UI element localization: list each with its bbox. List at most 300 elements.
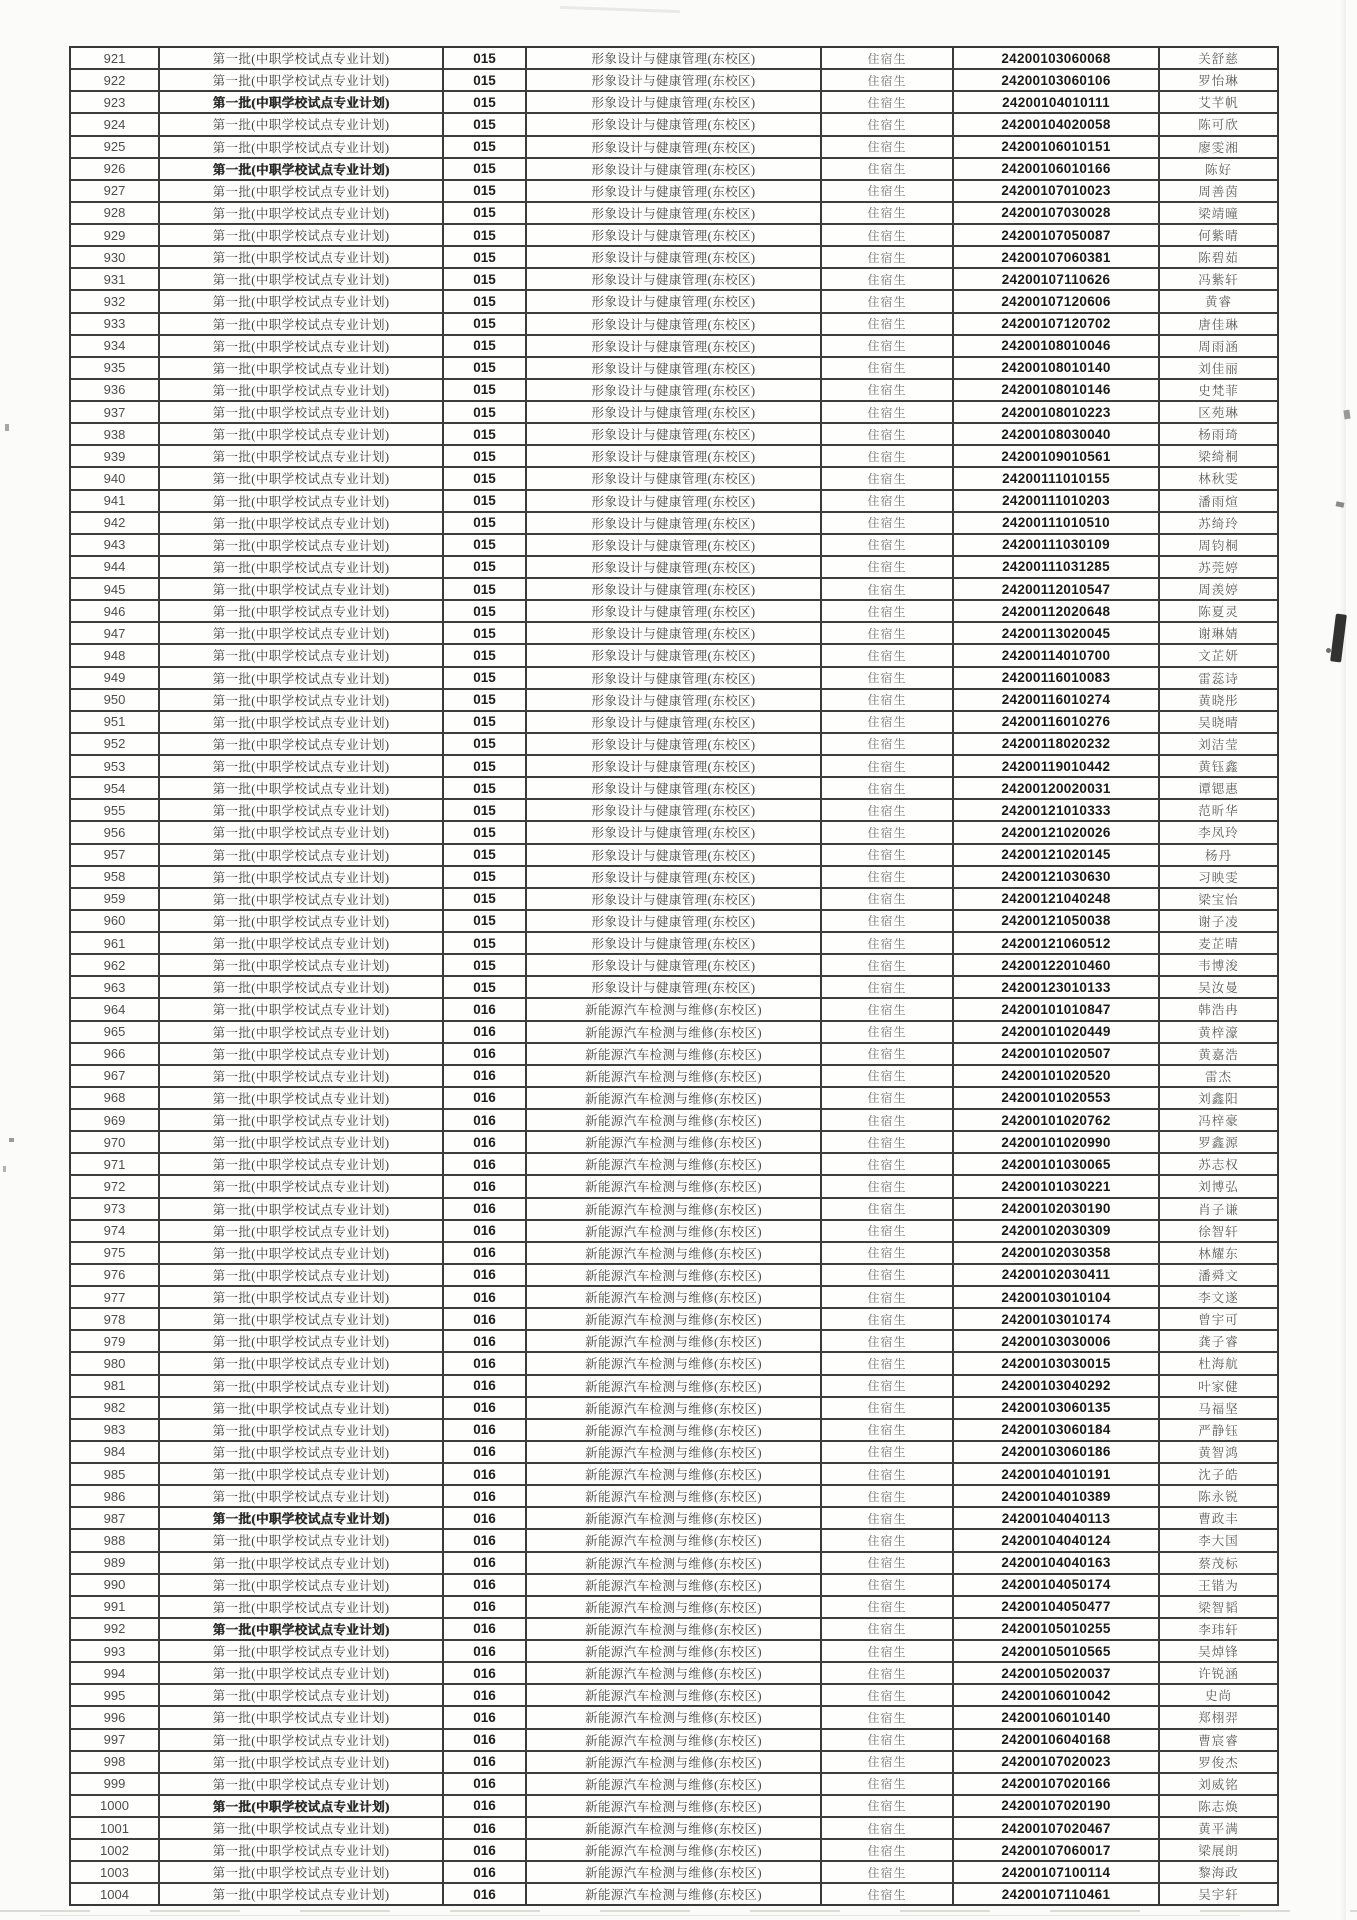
residence-cell: 住宿生 [822, 734, 954, 754]
table-row [71, 1528, 1277, 1550]
table-row [71, 135, 1277, 157]
exam-no-cell: 24200108010223 [954, 402, 1160, 422]
name-cell: 史尚 [1204, 1689, 1232, 1704]
seq-cell: 984 [71, 1442, 160, 1462]
table-row [71, 422, 1277, 444]
exam-no-cell: 24200101020762 [954, 1110, 1160, 1130]
name-cell: 许锐涵 [1198, 1667, 1239, 1682]
name-cell: 冯梓豪 [1198, 1114, 1239, 1129]
exam-no-cell: 24200104040113 [954, 1508, 1160, 1528]
program-cell: 形象设计与健康管理(东校区) [527, 137, 822, 157]
name-cell: 梁宝怡 [1198, 892, 1239, 907]
seq-cell: 976 [71, 1265, 160, 1285]
seq-cell: 951 [71, 712, 160, 732]
seq-cell: 981 [71, 1376, 160, 1396]
exam-no-cell: 24200103060186 [954, 1442, 1160, 1462]
name-cell: 刘威铭 [1198, 1777, 1239, 1792]
program-cell: 新能源汽车检测与维修(东校区) [527, 1707, 822, 1727]
exam-no-cell: 24200108010046 [954, 336, 1160, 356]
code-cell: 015 [444, 579, 527, 599]
code-cell: 016 [444, 1132, 527, 1152]
program-cell: 新能源汽车检测与维修(东校区) [527, 1641, 822, 1661]
residence-cell: 住宿生 [822, 1597, 954, 1617]
residence-cell: 住宿生 [822, 1022, 954, 1042]
name-cell: 龚子睿 [1198, 1335, 1239, 1350]
name-cell: 文芷妍 [1198, 649, 1239, 664]
residence-cell: 住宿生 [822, 778, 954, 798]
residence-cell: 住宿生 [822, 468, 954, 488]
batch-cell: 第一批(中职学校试点专业计划) [160, 1575, 444, 1595]
table-row [71, 953, 1277, 975]
table-row [71, 1595, 1277, 1617]
exam-no-cell: 24200114010700 [954, 645, 1160, 665]
seq-cell: 926 [71, 159, 160, 179]
batch-cell: 第一批(中职学校试点专业计划) [160, 203, 444, 223]
batch-cell: 第一批(中职学校试点专业计划) [160, 1132, 444, 1152]
table-row [71, 997, 1277, 1019]
table-row [71, 1683, 1277, 1705]
residence-cell: 住宿生 [822, 114, 954, 134]
batch-cell: 第一批(中职学校试点专业计划) [160, 446, 444, 466]
program-cell: 新能源汽车检测与维修(东校区) [527, 1884, 822, 1904]
name-cell: 周雨涵 [1198, 339, 1239, 354]
exam-no-cell: 24200121030630 [954, 867, 1160, 887]
code-cell: 015 [444, 137, 527, 157]
code-cell: 015 [444, 358, 527, 378]
seq-cell: 922 [71, 70, 160, 90]
program-cell: 形象设计与健康管理(东校区) [527, 159, 822, 179]
admission-table [69, 46, 1279, 1906]
batch-cell: 第一批(中职学校试点专业计划) [160, 181, 444, 201]
table-row [71, 1020, 1277, 1042]
table-row [71, 820, 1277, 842]
exam-no-cell: 24200107030028 [954, 203, 1160, 223]
exam-no-cell: 24200106010166 [954, 159, 1160, 179]
code-cell: 016 [444, 1597, 527, 1617]
code-cell: 015 [444, 402, 527, 422]
program-cell: 形象设计与健康管理(东校区) [527, 114, 822, 134]
code-cell: 015 [444, 181, 527, 201]
seq-cell: 942 [71, 513, 160, 533]
code-cell: 015 [444, 247, 527, 267]
exam-no-cell: 24200111010510 [954, 513, 1160, 533]
batch-cell: 第一批(中职学校试点专业计划) [160, 336, 444, 356]
program-cell: 新能源汽车检测与维修(东校区) [527, 1442, 822, 1462]
program-cell: 形象设计与健康管理(东校区) [527, 468, 822, 488]
name-cell: 韩浩冉 [1198, 1003, 1239, 1018]
seq-cell: 936 [71, 380, 160, 400]
batch-cell: 第一批(中职学校试点专业计划) [160, 1641, 444, 1661]
batch-cell: 第一批(中职学校试点专业计划) [160, 247, 444, 267]
batch-cell: 第一批(中职学校试点专业计划) [160, 557, 444, 577]
program-cell: 形象设计与健康管理(东校区) [527, 756, 822, 776]
table-row [71, 201, 1277, 223]
residence-cell: 住宿生 [822, 1066, 954, 1086]
seq-cell: 948 [71, 645, 160, 665]
seq-cell: 946 [71, 601, 160, 621]
seq-cell: 947 [71, 623, 160, 643]
residence-cell: 住宿生 [822, 1132, 954, 1152]
program-cell: 新能源汽车检测与维修(东校区) [527, 1221, 822, 1241]
table-row [71, 179, 1277, 201]
program-cell: 新能源汽车检测与维修(东校区) [527, 1420, 822, 1440]
exam-no-cell: 24200112010547 [954, 579, 1160, 599]
residence-cell: 住宿生 [822, 291, 954, 311]
name-cell: 范昕华 [1198, 804, 1239, 819]
exam-no-cell: 24200104050174 [954, 1575, 1160, 1595]
exam-no-cell: 24200120020031 [954, 778, 1160, 798]
batch-cell: 第一批(中职学校试点专业计划) [160, 756, 444, 776]
exam-no-cell: 24200103060106 [954, 70, 1160, 90]
code-cell: 015 [444, 70, 527, 90]
batch-cell: 第一批(中职学校试点专业计划) [160, 1663, 444, 1683]
code-cell: 016 [444, 1066, 527, 1086]
seq-cell: 939 [71, 446, 160, 466]
batch-cell: 第一批(中职学校试点专业计划) [160, 1022, 444, 1042]
program-cell: 新能源汽车检测与维修(东校区) [527, 1840, 822, 1860]
exam-no-cell: 24200106040168 [954, 1730, 1160, 1750]
program-cell: 新能源汽车检测与维修(东校区) [527, 1530, 822, 1550]
name-cell: 曹宸睿 [1198, 1733, 1239, 1748]
residence-cell: 住宿生 [822, 1243, 954, 1263]
code-cell: 015 [444, 977, 527, 997]
program-cell: 形象设计与健康管理(东校区) [527, 424, 822, 444]
program-cell: 形象设计与健康管理(东校区) [527, 446, 822, 466]
program-cell: 新能源汽车检测与维修(东校区) [527, 1398, 822, 1418]
code-cell: 015 [444, 845, 527, 865]
batch-cell: 第一批(中职学校试点专业计划) [160, 1110, 444, 1130]
exam-no-cell: 24200107110626 [954, 269, 1160, 289]
name-cell: 韦博浚 [1198, 959, 1239, 974]
batch-cell: 第一批(中职学校试点专业计划) [160, 1265, 444, 1285]
batch-cell: 第一批(中职学校试点专业计划) [160, 668, 444, 688]
seq-cell: 963 [71, 977, 160, 997]
residence-cell: 住宿生 [822, 203, 954, 223]
seq-cell: 1003 [71, 1862, 160, 1882]
exam-no-cell: 24200103060135 [954, 1398, 1160, 1418]
exam-no-cell: 24200107050087 [954, 225, 1160, 245]
name-cell: 黄平满 [1198, 1822, 1239, 1837]
name-cell: 吴晓晴 [1198, 715, 1239, 730]
code-cell: 016 [444, 1796, 527, 1816]
code-cell: 016 [444, 1088, 527, 1108]
code-cell: 016 [444, 1022, 527, 1042]
seq-cell: 957 [71, 845, 160, 865]
table-row [71, 1750, 1277, 1772]
batch-cell: 第一批(中职学校试点专业计划) [160, 867, 444, 887]
exam-no-cell: 24200102030190 [954, 1199, 1160, 1219]
code-cell: 015 [444, 712, 527, 732]
code-cell: 015 [444, 623, 527, 643]
name-cell: 周钧桐 [1198, 538, 1239, 553]
code-cell: 015 [444, 380, 527, 400]
name-cell: 潘舜文 [1198, 1268, 1239, 1283]
seq-cell: 950 [71, 690, 160, 710]
residence-cell: 住宿生 [822, 712, 954, 732]
seq-cell: 968 [71, 1088, 160, 1108]
residence-cell: 住宿生 [822, 491, 954, 511]
seq-cell: 954 [71, 778, 160, 798]
residence-cell: 住宿生 [822, 1862, 954, 1882]
name-cell: 黄钰鑫 [1198, 760, 1239, 775]
name-cell: 梁绮桐 [1198, 450, 1239, 465]
program-cell: 形象设计与健康管理(东校区) [527, 690, 822, 710]
name-cell: 叶家健 [1198, 1379, 1239, 1394]
seq-cell: 972 [71, 1176, 160, 1196]
batch-cell: 第一批(中职学校试点专业计划) [160, 1309, 444, 1329]
batch-cell: 第一批(中职学校试点专业计划) [160, 889, 444, 909]
program-cell: 新能源汽车检测与维修(东校区) [527, 1774, 822, 1794]
seq-cell: 991 [71, 1597, 160, 1617]
code-cell: 016 [444, 1376, 527, 1396]
name-cell: 雷蕊诗 [1198, 671, 1239, 686]
scan-artifact [5, 424, 9, 431]
code-cell: 016 [444, 1154, 527, 1174]
seq-cell: 953 [71, 756, 160, 776]
code-cell: 015 [444, 734, 527, 754]
program-cell: 新能源汽车检测与维修(东校区) [527, 1176, 822, 1196]
table-row [71, 1174, 1277, 1196]
residence-cell: 住宿生 [822, 1818, 954, 1838]
program-cell: 新能源汽车检测与维修(东校区) [527, 1663, 822, 1683]
name-cell: 黎海政 [1198, 1866, 1239, 1881]
residence-cell: 住宿生 [822, 690, 954, 710]
name-cell: 刘博弘 [1198, 1180, 1239, 1195]
seq-cell: 994 [71, 1663, 160, 1683]
batch-cell: 第一批(中职学校试点专业计划) [160, 999, 444, 1019]
batch-cell: 第一批(中职学校试点专业计划) [160, 1619, 444, 1639]
exam-no-cell: 24200104020058 [954, 114, 1160, 134]
seq-cell: 955 [71, 800, 160, 820]
seq-cell: 938 [71, 424, 160, 444]
residence-cell: 住宿生 [822, 92, 954, 112]
batch-cell: 第一批(中职学校试点专业计划) [160, 468, 444, 488]
code-cell: 015 [444, 778, 527, 798]
code-cell: 016 [444, 1774, 527, 1794]
batch-cell: 第一批(中职学校试点专业计划) [160, 1287, 444, 1307]
residence-cell: 住宿生 [822, 1685, 954, 1705]
batch-cell: 第一批(中职学校试点专业计划) [160, 623, 444, 643]
program-cell: 形象设计与健康管理(东校区) [527, 491, 822, 511]
seq-cell: 927 [71, 181, 160, 201]
batch-cell: 第一批(中职学校试点专业计划) [160, 1243, 444, 1263]
residence-cell: 住宿生 [822, 1884, 954, 1904]
exam-no-cell: 24200112020648 [954, 601, 1160, 621]
program-cell: 新能源汽车检测与维修(东校区) [527, 1309, 822, 1329]
program-cell: 新能源汽车检测与维修(东校区) [527, 1575, 822, 1595]
table-row [71, 887, 1277, 909]
seq-cell: 996 [71, 1707, 160, 1727]
batch-cell: 第一批(中职学校试点专业计划) [160, 822, 444, 842]
code-cell: 015 [444, 690, 527, 710]
table-row [71, 1440, 1277, 1462]
batch-cell: 第一批(中职学校试点专业计划) [160, 1398, 444, 1418]
code-cell: 016 [444, 1730, 527, 1750]
table-row [71, 489, 1277, 511]
program-cell: 形象设计与健康管理(东校区) [527, 203, 822, 223]
exam-no-cell: 24200104010191 [954, 1464, 1160, 1484]
table-row [71, 1418, 1277, 1440]
exam-no-cell: 24200121020145 [954, 845, 1160, 865]
name-cell: 罗鑫源 [1198, 1136, 1239, 1151]
program-cell: 形象设计与健康管理(东校区) [527, 645, 822, 665]
scan-artifact [1336, 501, 1345, 508]
seq-cell: 943 [71, 535, 160, 555]
batch-cell: 第一批(中职学校试点专业计划) [160, 1376, 444, 1396]
exam-no-cell: 24200123010133 [954, 977, 1160, 997]
code-cell: 016 [444, 1752, 527, 1772]
exam-no-cell: 24200116010274 [954, 690, 1160, 710]
code-cell: 015 [444, 269, 527, 289]
code-cell: 015 [444, 92, 527, 112]
residence-cell: 住宿生 [822, 1309, 954, 1329]
seq-cell: 1004 [71, 1884, 160, 1904]
exam-no-cell: 24200107020023 [954, 1752, 1160, 1772]
name-cell: 陈好 [1204, 162, 1232, 177]
table-row [71, 312, 1277, 334]
code-cell: 015 [444, 336, 527, 356]
name-cell: 黄睿 [1204, 295, 1232, 310]
table-row [71, 223, 1277, 245]
table-row [71, 1772, 1277, 1794]
code-cell: 015 [444, 867, 527, 887]
residence-cell: 住宿生 [822, 535, 954, 555]
residence-cell: 住宿生 [822, 1575, 954, 1595]
batch-cell: 第一批(中职学校试点专业计划) [160, 645, 444, 665]
batch-cell: 第一批(中职学校试点专业计划) [160, 513, 444, 533]
program-cell: 新能源汽车检测与维修(东校区) [527, 1619, 822, 1639]
program-cell: 新能源汽车检测与维修(东校区) [527, 1243, 822, 1263]
code-cell: 016 [444, 1685, 527, 1705]
seq-cell: 967 [71, 1066, 160, 1086]
table-row [71, 621, 1277, 643]
scan-artifact [0, 1910, 1357, 1912]
seq-cell: 937 [71, 402, 160, 422]
name-cell: 沈子皓 [1198, 1468, 1239, 1483]
scan-artifact [560, 6, 680, 13]
table-row [71, 1285, 1277, 1307]
program-cell: 形象设计与健康管理(东校区) [527, 822, 822, 842]
scan-artifact [1330, 614, 1347, 663]
table-row [71, 732, 1277, 754]
residence-cell: 住宿生 [822, 336, 954, 356]
table-row [71, 1551, 1277, 1573]
code-cell: 016 [444, 1353, 527, 1373]
program-cell: 新能源汽车检测与维修(东校区) [527, 1553, 822, 1573]
table-row [71, 1219, 1277, 1241]
residence-cell: 住宿生 [822, 1486, 954, 1506]
program-cell: 新能源汽车检测与维修(东校区) [527, 1287, 822, 1307]
residence-cell: 住宿生 [822, 1796, 954, 1816]
page-edge-shadow [1340, 0, 1346, 1920]
program-cell: 形象设计与健康管理(东校区) [527, 955, 822, 975]
name-cell: 梁智韬 [1198, 1600, 1239, 1615]
exam-no-cell: 24200121060512 [954, 933, 1160, 953]
name-cell: 黄智鸿 [1198, 1445, 1239, 1460]
residence-cell: 住宿生 [822, 867, 954, 887]
residence-cell: 住宿生 [822, 1730, 954, 1750]
residence-cell: 住宿生 [822, 579, 954, 599]
batch-cell: 第一批(中职学校试点专业计划) [160, 1420, 444, 1440]
program-cell: 新能源汽车检测与维修(东校区) [527, 1752, 822, 1772]
seq-cell: 929 [71, 225, 160, 245]
name-cell: 周羡婷 [1198, 583, 1239, 598]
batch-cell: 第一批(中职学校试点专业计划) [160, 1862, 444, 1882]
code-cell: 015 [444, 203, 527, 223]
table-row [71, 1838, 1277, 1860]
code-cell: 016 [444, 1265, 527, 1285]
table-row [71, 245, 1277, 267]
table-row [71, 289, 1277, 311]
batch-cell: 第一批(中职学校试点专业计划) [160, 933, 444, 953]
seq-cell: 952 [71, 734, 160, 754]
name-cell: 苏绮玲 [1198, 516, 1239, 531]
exam-no-cell: 24200102030358 [954, 1243, 1160, 1263]
residence-cell: 住宿生 [822, 1420, 954, 1440]
name-cell: 刘洁莹 [1198, 737, 1239, 752]
residence-cell: 住宿生 [822, 1265, 954, 1285]
exam-no-cell: 24200107010023 [954, 181, 1160, 201]
residence-cell: 住宿生 [822, 668, 954, 688]
name-cell: 麦芷晴 [1198, 937, 1239, 952]
seq-cell: 975 [71, 1243, 160, 1263]
name-cell: 谢子凌 [1198, 914, 1239, 929]
code-cell: 016 [444, 1464, 527, 1484]
exam-no-cell: 24200108030040 [954, 424, 1160, 444]
code-cell: 016 [444, 1619, 527, 1639]
code-cell: 016 [444, 1862, 527, 1882]
table-row [71, 1351, 1277, 1373]
batch-cell: 第一批(中职学校试点专业计划) [160, 778, 444, 798]
exam-no-cell: 24200108010146 [954, 380, 1160, 400]
name-cell: 杨雨琦 [1198, 428, 1239, 443]
program-cell: 新能源汽车检测与维修(东校区) [527, 1199, 822, 1219]
code-cell: 015 [444, 668, 527, 688]
table-row [71, 1882, 1277, 1904]
program-cell: 形象设计与健康管理(东校区) [527, 623, 822, 643]
residence-cell: 住宿生 [822, 1353, 954, 1373]
residence-cell: 住宿生 [822, 1221, 954, 1241]
name-cell: 苏志权 [1198, 1158, 1239, 1173]
name-cell: 潘雨煊 [1198, 494, 1239, 509]
program-cell: 形象设计与健康管理(东校区) [527, 269, 822, 289]
code-cell: 016 [444, 1110, 527, 1130]
code-cell: 016 [444, 1508, 527, 1528]
code-cell: 016 [444, 1221, 527, 1241]
code-cell: 015 [444, 911, 527, 931]
seq-cell: 980 [71, 1353, 160, 1373]
residence-cell: 住宿生 [822, 1641, 954, 1661]
batch-cell: 第一批(中职学校试点专业计划) [160, 535, 444, 555]
seq-cell: 958 [71, 867, 160, 887]
program-cell: 形象设计与健康管理(东校区) [527, 48, 822, 68]
exam-no-cell: 24200118020232 [954, 734, 1160, 754]
name-cell: 周善茵 [1198, 184, 1239, 199]
exam-no-cell: 24200106010140 [954, 1707, 1160, 1727]
residence-cell: 住宿生 [822, 955, 954, 975]
name-cell: 谭锶惠 [1198, 782, 1239, 797]
batch-cell: 第一批(中职学校试点专业计划) [160, 579, 444, 599]
table-row [71, 1130, 1277, 1152]
table-row [71, 112, 1277, 134]
batch-cell: 第一批(中职学校试点专业计划) [160, 1088, 444, 1108]
program-cell: 形象设计与健康管理(东校区) [527, 911, 822, 931]
exam-no-cell: 24200111010155 [954, 468, 1160, 488]
code-cell: 016 [444, 1663, 527, 1683]
name-cell: 郑栩羿 [1198, 1711, 1239, 1726]
program-cell: 新能源汽车检测与维修(东校区) [527, 999, 822, 1019]
batch-cell: 第一批(中职学校试点专业计划) [160, 48, 444, 68]
